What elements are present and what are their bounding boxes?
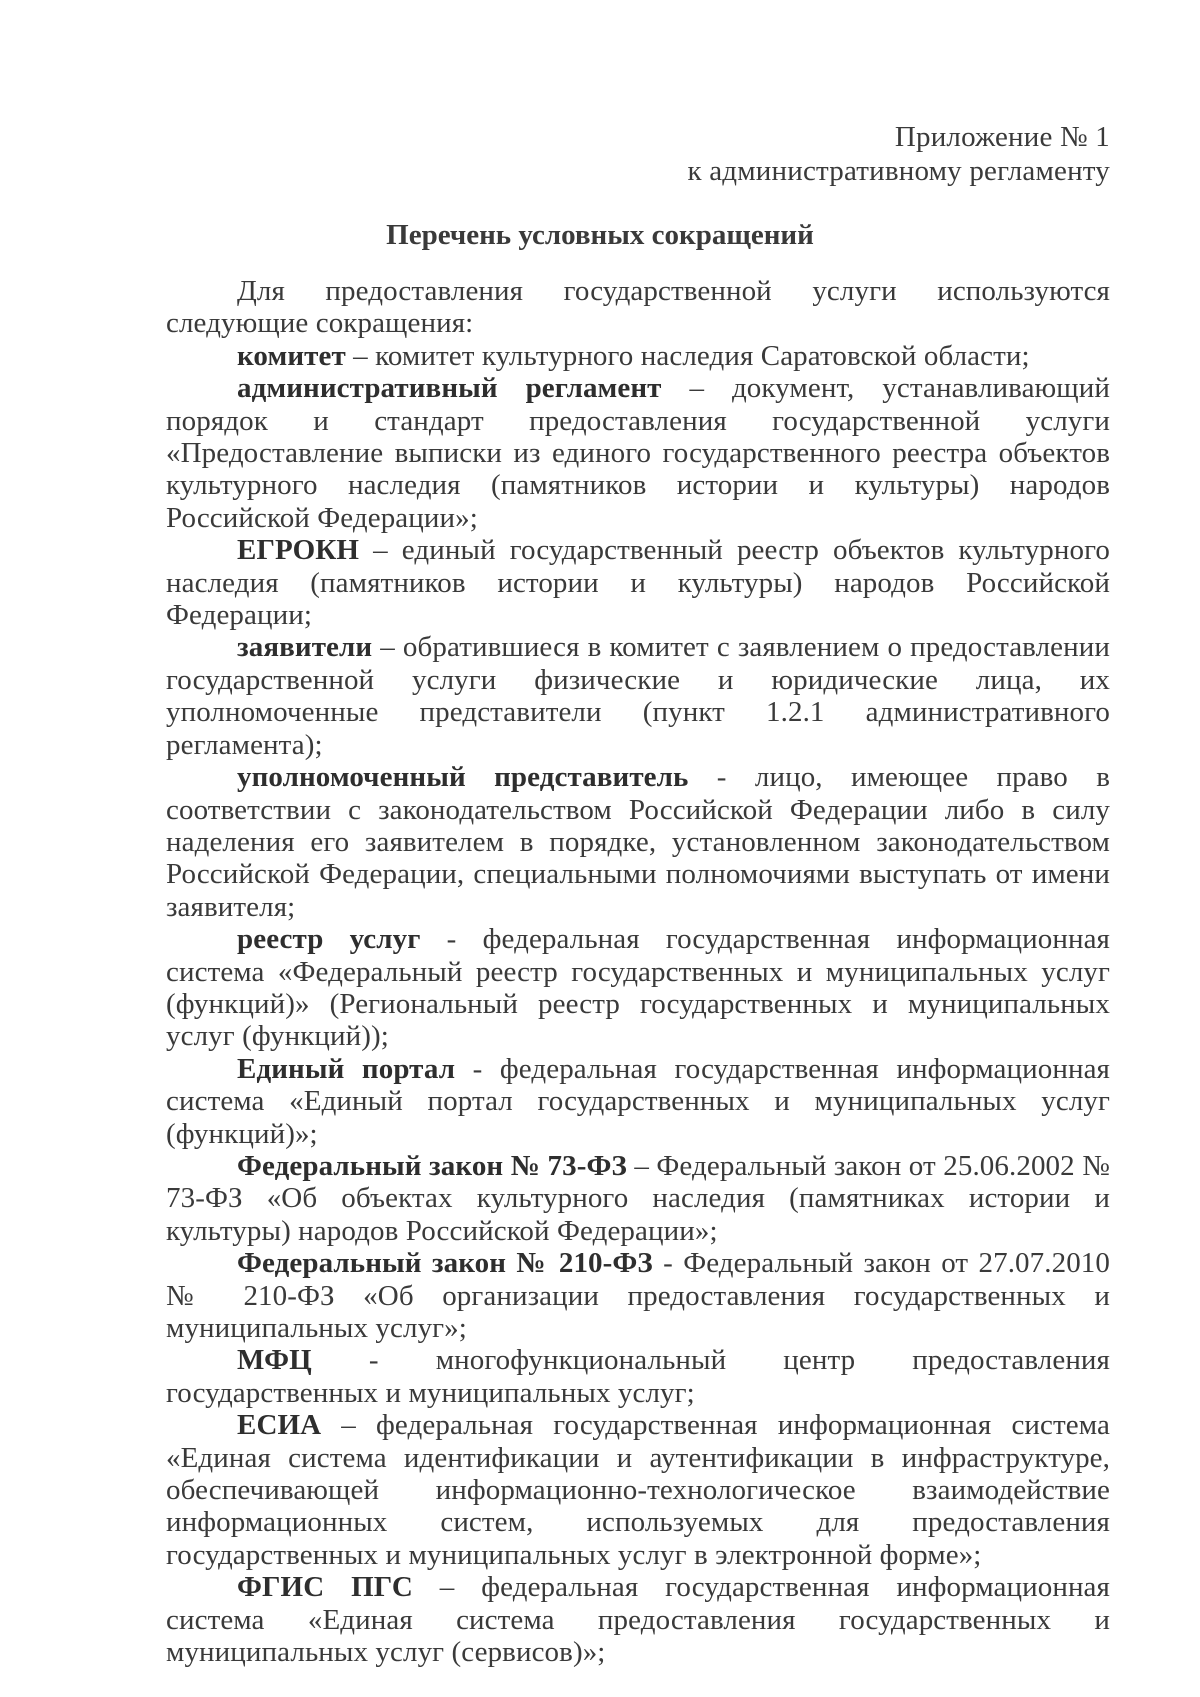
- definition-text: лицо, имеющее право в соответствии с законодательством Российской Федерации либо в силу наделения его заявителем в порядке, установленном законодательством Российской Федерации, специальными полномочиями выступать от имени заявителя;: [166, 761, 1110, 923]
- definition-term: административный регламент: [237, 372, 662, 405]
- definition-text: федеральная государственная информационная система «Федеральный реестр государственных и муниципальных услуг (функций)» (Региональный реестр государственных и муниципальных услуг (функций));: [166, 923, 1110, 1053]
- definition-separator: -: [652, 1247, 684, 1280]
- definition-item: [166, 1053, 1110, 1150]
- definition-separator: –: [372, 631, 403, 664]
- definition-separator: -: [455, 1052, 500, 1085]
- definition-separator: –: [345, 339, 376, 372]
- definition-separator: -: [688, 761, 755, 794]
- definition-separator: –: [359, 534, 402, 567]
- definition-text: Федеральный закон от 27.07.2010 № 210-ФЗ «Об организации предоставления государственных и муниципальных услуг»;: [166, 1247, 1110, 1344]
- definition-text: федеральная государственная информационная система «Единый портал государственных и муниципальных услуг (функций)»;: [166, 1052, 1110, 1150]
- document-title: Перечень условных сокращений: [386, 219, 814, 251]
- definition-separator: -: [420, 923, 483, 956]
- definition-text: обратившиеся в комитет с заявлением о предоставлении государственной услуги физические и юридические лица, их уполномоченные представители (пункт 1.2.1 административного регламента);: [166, 631, 1110, 761]
- definition-term: уполномоченный представитель: [237, 761, 689, 794]
- definition-term: реестр услуг: [237, 923, 421, 956]
- definition-item: [166, 1150, 1110, 1247]
- intro-paragraph: Для предоставления государственной услуги используются следующие сокращения:: [166, 275, 1110, 340]
- definition-text: Федеральный закон от 25.06.2002 № 73-ФЗ «Об объектах культурного наследия (памятниках истории и культуры) народов Российской Федерации»;: [166, 1149, 1110, 1247]
- definition-text: федеральная государственная информационная система «Единая система идентификации и аутентификации в инфраструктуре, обеспечивающей информационно-технологическое взаимодействие информационных систем, используемых для предоставления государственных и муниципальных услуг в электронной форме»;: [166, 1409, 1110, 1571]
- definition-term: ЕГРОКН: [237, 534, 360, 567]
- definition-item: [166, 1247, 1110, 1344]
- definition-text: единый государственный реестр объектов культурного наследия (памятников истории и культуры) народов Российской Федерации;: [166, 534, 1110, 632]
- definition-text: комитет культурного наследия Саратовской области;: [375, 339, 1030, 372]
- definition-text: многофункциональный центр предоставления государственных и муниципальных услуг;: [166, 1344, 1110, 1409]
- definition-separator: -: [311, 1344, 436, 1377]
- definition-separator: –: [626, 1149, 657, 1182]
- definition-term: комитет: [237, 339, 346, 372]
- definition-item: [166, 923, 1110, 1053]
- definition-item: [166, 340, 1110, 372]
- definition-item: [166, 534, 1110, 631]
- definition-term: МФЦ: [237, 1344, 312, 1377]
- definition-term: Федеральный закон № 210-ФЗ: [237, 1247, 653, 1280]
- definition-item: [166, 761, 1110, 923]
- definition-term: ЕСИА: [237, 1409, 322, 1442]
- appendix-number: Приложение № 1: [894, 121, 1110, 153]
- document-body: [166, 275, 1110, 1668]
- definition-text: документ, устанавливающий порядок и стандарт предоставления государственной услуги «Предоставление выписки из единого государственного реестра объектов культурного наследия (памятников истории и культуры) народов Российской Федерации»;: [166, 372, 1110, 534]
- definition-item: [166, 372, 1110, 534]
- definition-item: [166, 1344, 1110, 1409]
- definition-term: заявители: [237, 631, 373, 664]
- definition-term: Единый портал: [237, 1052, 456, 1085]
- definition-text: федеральная государственная информационная система «Единая система предоставления государственных и муниципальных услуг (сервисов)»;: [166, 1571, 1110, 1669]
- definition-separator: –: [412, 1571, 482, 1604]
- definition-item: [166, 1409, 1110, 1571]
- definition-separator: –: [661, 372, 732, 405]
- definition-term: ФГИС ПГС: [237, 1571, 413, 1604]
- appendix-reference: к административному регламенту: [687, 155, 1110, 187]
- definition-separator: –: [321, 1409, 377, 1442]
- definition-term: Федеральный закон № 73-ФЗ: [237, 1149, 627, 1182]
- definition-item: [166, 631, 1110, 761]
- definition-item: [166, 1571, 1110, 1668]
